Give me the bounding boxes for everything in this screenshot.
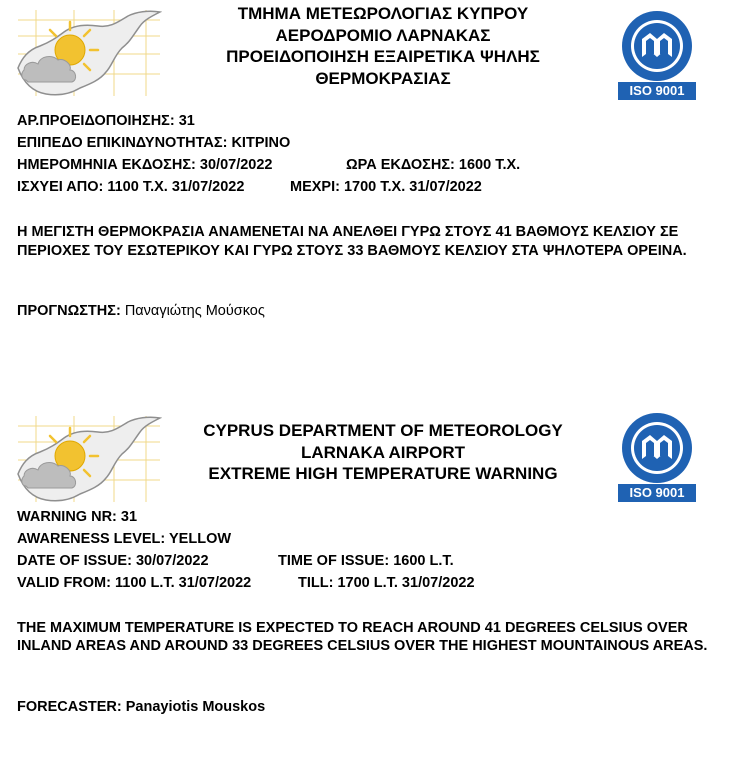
english-valid-till: TILL: 1700 L.T. 31/07/2022 (298, 575, 475, 591)
iso-ring-text (606, 8, 607, 9)
english-time-of-issue: TIME OF ISSUE: 1600 L.T. (278, 553, 454, 569)
iso-9001-badge (606, 410, 708, 506)
english-date-of-issue: DATE OF ISSUE: 30/07/2022 (17, 553, 209, 569)
greek-title-line-3: ΠΡΟΕΙΔΟΠΟΙΗΣΗ ΕΞΑΙΡΕΤΙΚΑ ΨΗΛΗΣ (226, 47, 540, 66)
english-title-line-3: EXTREME HIGH TEMPERATURE WARNING (208, 464, 558, 483)
greek-warning-number: ΑΡ.ΠΡΟΕΙΔΟΠΟΙΗΣΗΣ: 31 (17, 113, 195, 129)
greek-warning-message: Η ΜΕΓΙΣΤΗ ΘΕΡΜΟΚΡΑΣΙΑ ΑΝΑΜΕΝΕΤΑΙ ΝΑ ΑΝΕΛΘΕΙ ΓΥΡΩ ΣΤΟΥΣ 41 ΒΑΘΜΟΥΣ ΚΕΛΣΙΟΥ ΣΕ ΠΕΡΙΟΧΕΣ ΤΟΥ ΕΣΩΤΕΡΙΚΟΥ ΚΑΙ ΓΥΡΩ ΣΤΟΥΣ 33 ΒΑΘΜΟΥΣ ΚΕΛΣΙΟΥ ΣΤΑ ΨΗΛΟΤΕΡΑ ΟΡΕΙΝΑ. (17, 224, 687, 259)
english-header-title (160, 420, 606, 485)
greek-title-line-2: ΑΕΡΟΔΡΟΜΙΟ ΛΑΡΝΑΚΑΣ (275, 25, 491, 45)
greek-awareness-level: ΕΠΙΠΕΔΟ ΕΠΙΚΙΝΔΥΝΟΤΗΤΑΣ: ΚΙΤΡΙΝΟ (17, 135, 291, 151)
greek-date-of-issue: ΗΜΕΡΟΜΗΝΙΑ ΕΚΔΟΣΗΣ: 30/07/2022 (17, 157, 273, 173)
english-forecaster-name: Panayiotis Mouskos (125, 699, 266, 715)
greek-forecaster-label: ΠΡΟΓΝΩΣΤΗΣ: (17, 303, 121, 319)
iso-badge-label: ISO 9001 (629, 485, 685, 500)
greek-warning-section (0, 0, 731, 380)
greek-time-of-issue: ΩΡΑ ΕΚΔΟΣΗΣ: 1600 Τ.Χ. (346, 157, 521, 173)
english-warning-number: WARNING NR: 31 (17, 509, 138, 525)
greek-forecaster (17, 303, 265, 319)
english-title-line-1: CYPRUS DEPARTMENT OF METEOROLOGY (203, 421, 563, 440)
english-awareness-level: AWARENESS LEVEL: YELLOW (17, 531, 232, 547)
iso-9001-badge (606, 8, 708, 104)
greek-valid-from: ΙΣΧΥΕΙ ΑΠΟ: 1100 Τ.Χ. 31/07/2022 (17, 179, 245, 195)
iso-ring-text (606, 410, 607, 411)
english-warning-message: THE MAXIMUM TEMPERATURE IS EXPECTED TO REACH AROUND 41 DEGREES CELSIUS OVER INLAND AREAS AND AROUND 33 DEGREES CELSIUS OVER THE HIGHEST MOUNTAINOUS AREAS. (17, 620, 708, 654)
english-warning-section (0, 408, 731, 748)
iso-badge-label: ISO 9001 (629, 83, 685, 98)
met-department-logo (14, 414, 162, 506)
greek-valid-till: ΜΕΧΡΙ: 1700 Τ.Χ. 31/07/2022 (290, 179, 482, 195)
greek-title-line-4: ΘΕΡΜΟΚΡΑΣΙΑΣ (315, 68, 451, 88)
greek-title-line-1: ΤΜΗΜΑ ΜΕΤΕΩΡΟΛΟΓΙΑΣ ΚΥΠΡΟΥ (237, 4, 529, 23)
english-forecaster-label: FORECASTER: (17, 699, 122, 715)
english-valid-from: VALID FROM: 1100 L.T. 31/07/2022 (17, 575, 252, 591)
met-department-logo (14, 8, 162, 100)
greek-header-title (160, 3, 606, 89)
english-forecaster (17, 699, 265, 715)
greek-forecaster-name: Παναγιώτης Μούσκος (124, 303, 265, 319)
english-title-line-2: LARNAKA AIRPORT (300, 442, 465, 462)
